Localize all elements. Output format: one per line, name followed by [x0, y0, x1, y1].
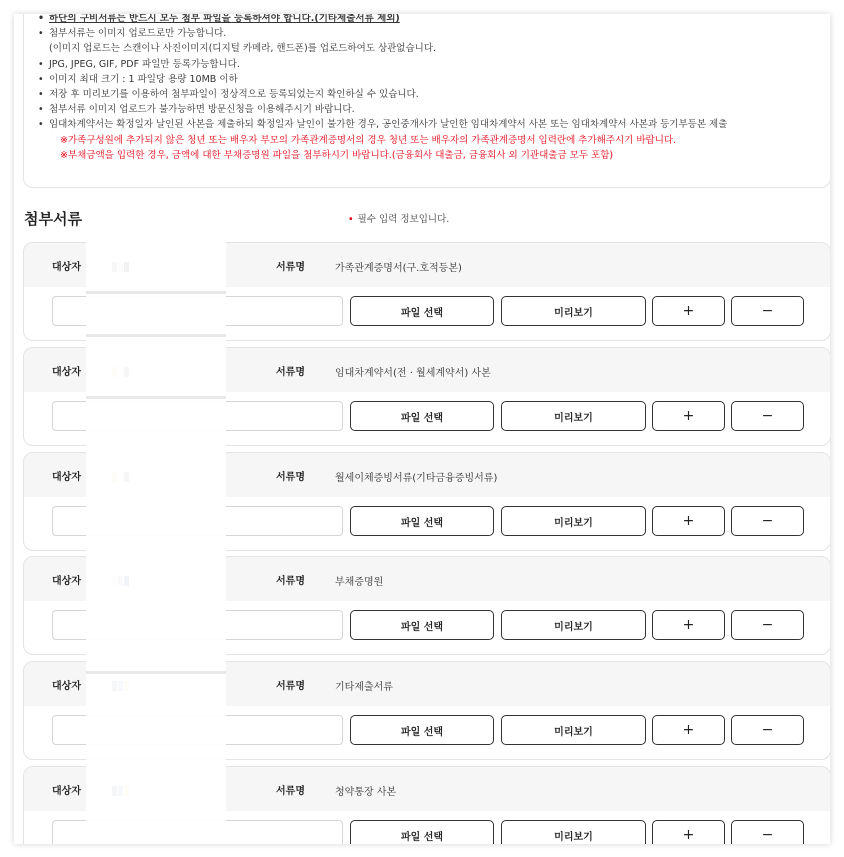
- select-file-button[interactable]: 파일 선택: [350, 401, 494, 431]
- doc-type-label: 서류명: [276, 786, 305, 797]
- required-note-text: 필수 입력 정보입니다.: [357, 214, 450, 225]
- notice-item: • 하단의 구비서류는 반드시 모두 첨부 파일을 등록하셔야 합니다.(기타제출서류 제외): [38, 14, 830, 26]
- preview-button[interactable]: 미리보기: [501, 820, 646, 844]
- remove-file-button[interactable]: −: [731, 820, 804, 844]
- required-note: [348, 211, 449, 225]
- add-file-button[interactable]: +: [652, 820, 725, 844]
- remove-file-button[interactable]: −: [731, 401, 804, 431]
- notice-item: • 첨부서류는 이미지 업로드로만 가능합니다.: [38, 26, 830, 41]
- document-name: 임대차계약서(전 · 월세계약서) 사본: [335, 368, 491, 379]
- document-name: 청약통장 사본: [335, 787, 397, 798]
- select-file-button[interactable]: 파일 선택: [350, 820, 494, 844]
- preview-button[interactable]: 미리보기: [501, 401, 646, 431]
- target-label: 대상자: [52, 262, 81, 273]
- notice-item: ※부채금액을 입력한 경우, 금액에 대한 부채증명원 파일을 첨부하시기 바랍니다.(금융회사 대출금, 금융회사 외 기관대출금 모두 포함): [60, 149, 614, 161]
- remove-file-button[interactable]: −: [731, 296, 804, 326]
- target-label: 대상자: [52, 576, 81, 587]
- add-file-button[interactable]: +: [652, 401, 725, 431]
- notice-box: [23, 14, 830, 188]
- redaction-overlay: [86, 241, 226, 844]
- page-frame: [14, 14, 830, 844]
- section-title: 첨부서류: [24, 210, 82, 228]
- document-name: 부채증명원: [335, 577, 384, 588]
- add-file-button[interactable]: +: [652, 610, 725, 640]
- select-file-button[interactable]: 파일 선택: [350, 506, 494, 536]
- preview-button[interactable]: 미리보기: [501, 506, 646, 536]
- document-name: 가족관계증명서(구.호적등본): [335, 263, 462, 274]
- preview-button[interactable]: 미리보기: [501, 715, 646, 745]
- doc-type-label: 서류명: [276, 576, 305, 587]
- select-file-button[interactable]: 파일 선택: [350, 610, 494, 640]
- remove-file-button[interactable]: −: [731, 610, 804, 640]
- doc-type-label: 서류명: [276, 367, 305, 378]
- notice-item: • 이미지 최대 크기 : 1 파일당 용량 10MB 이하: [38, 72, 830, 87]
- target-label: 대상자: [52, 367, 81, 378]
- target-label: 대상자: [52, 472, 81, 483]
- notice-item: • 첨부서류 이미지 업로드가 불가능하면 방문신청을 이용해주시기 바랍니다.: [38, 102, 830, 117]
- doc-type-label: 서류명: [276, 262, 305, 273]
- remove-file-button[interactable]: −: [731, 506, 804, 536]
- notice-item: ※가족구성원에 추가되지 않은 청년 또는 배우자 부모의 가족관계증명서의 경우 청년 또는 배우자의 가족관계증명서 입력란에 추가해주시기 바랍니다.: [60, 134, 677, 146]
- notice-list: [38, 14, 830, 163]
- target-label: 대상자: [52, 786, 81, 797]
- add-file-button[interactable]: +: [652, 506, 725, 536]
- notice-item: • JPG, JPEG, GIF, PDF 파일만 등록가능합니다.: [38, 57, 830, 72]
- select-file-button[interactable]: 파일 선택: [350, 296, 494, 326]
- add-file-button[interactable]: +: [652, 715, 725, 745]
- required-mark: •: [348, 214, 354, 225]
- notice-item: • 임대차계약서는 확정일자 날인된 사본을 제출하되 확정일자 날인이 불가한 경우, 공인중개사가 날인한 임대차계약서 사본 또는 임대차계약서 사본과 등기부등본 제출: [38, 117, 830, 132]
- notice-item: (이미지 업로드는 스캔이나 사진이미지(디지털 카메라, 핸드폰)를 업로드하여도 상관없습니다.: [49, 43, 437, 55]
- notice-item: • 저장 후 미리보기를 이용하여 첨부파일이 정상적으로 등록되었는지 확인하실 수 있습니다.: [38, 87, 830, 102]
- add-file-button[interactable]: +: [652, 296, 725, 326]
- select-file-button[interactable]: 파일 선택: [350, 715, 494, 745]
- document-name: 월세이체증빙서류(기타금융증빙서류): [335, 473, 498, 484]
- remove-file-button[interactable]: −: [731, 715, 804, 745]
- preview-button[interactable]: 미리보기: [501, 296, 646, 326]
- target-label: 대상자: [52, 681, 81, 692]
- document-name: 기타제출서류: [335, 682, 393, 693]
- preview-button[interactable]: 미리보기: [501, 610, 646, 640]
- doc-type-label: 서류명: [276, 472, 305, 483]
- doc-type-label: 서류명: [276, 681, 305, 692]
